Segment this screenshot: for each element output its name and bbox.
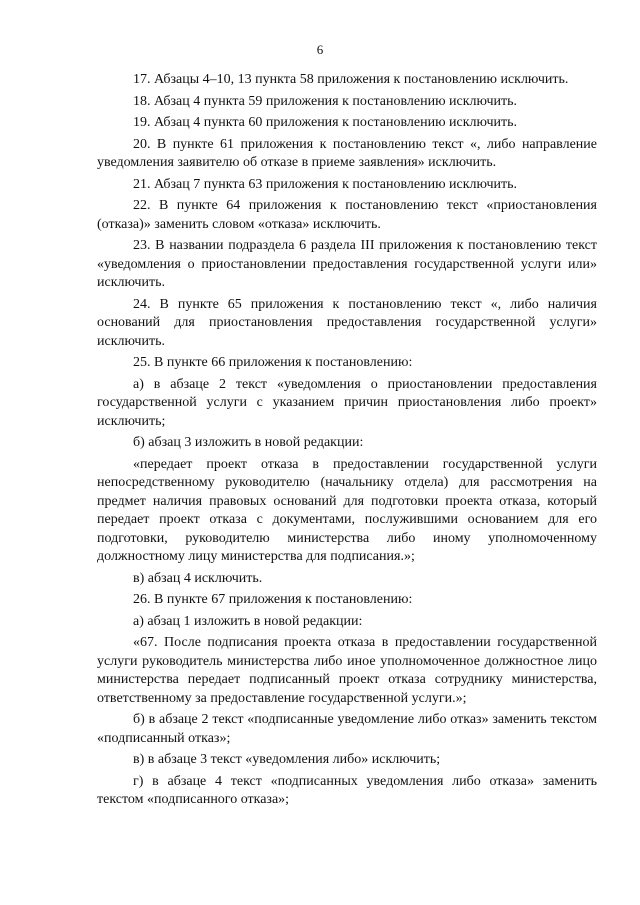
paragraph-26-a-quote: «67. После подписания проекта отказа в предоставлении государственной услуги руководитель министерства либо иное уполномоченное должностное лицо министерства передает подписанный проект отказа сотруднику министерства, ответственному за предоставление государственной услуги.»; — [97, 635, 597, 706]
paragraph-24: 24. В пункте 65 приложения к постановлению текст «, либо наличия оснований для приостановления предоставления государственной услуги» исключить. — [97, 296, 597, 349]
paragraph-26-v: в) в абзаце 3 текст «уведомления либо» исключить; — [133, 752, 441, 767]
paragraph-26-g: г) в абзаце 4 текст «подписанных уведомления либо отказа» заменить текстом «подписанного отказа»; — [97, 773, 597, 807]
paragraph-20: 20. В пункте 61 приложения к постановлению текст «, либо направление уведомления заявителю об отказе в приеме заявления» исключить. — [97, 136, 597, 170]
paragraph-21: 21. Абзац 7 пункта 63 приложения к постановлению исключить. — [133, 176, 517, 192]
paragraph-22: 22. В пункте 64 приложения к постановлению текст «приостановления (отказа)» заменить словом «отказа» исключить. — [97, 198, 597, 232]
paragraph-26-a: а) абзац 1 изложить в новой редакции: — [133, 613, 363, 629]
document-body — [97, 71, 597, 811]
paragraph-25-a: а) в абзаце 2 текст «уведомления о приостановлении предоставления государственной услуги с указанием причин приостановления либо проект» исключить; — [97, 376, 597, 429]
paragraph-19: 19. Абзац 4 пункта 60 приложения к постановлению исключить. — [133, 115, 517, 130]
page-number: 6 — [316, 42, 324, 57]
paragraph-25-b-quote: «передает проект отказа в предоставлении государственной услуги непосредственному руководителю (начальнику отдела) для рассмотрения на предмет наличия правовых оснований для подготовки проекта отказа, который передает проект отказа с документами, послужившими основанием для его подготовки, руководителю министерства либо иному уполномоченному должностному лицу министерства для подписания.»; — [97, 456, 597, 564]
paragraph-26-b: б) в абзаце 2 текст «подписанные уведомление либо отказ» заменить текстом «подписанный отказ»; — [97, 712, 597, 746]
paragraph-25: 25. В пункте 66 приложения к постановлению: — [133, 355, 413, 370]
paragraph-23: 23. В названии подраздела 6 раздела III приложения к постановлению текст «уведомления о приостановлении предоставления государственной услуги или» исключить. — [97, 238, 597, 290]
paragraph-26: 26. В пункте 67 приложения к постановлению: — [133, 592, 413, 607]
paragraph-18: 18. Абзац 4 пункта 59 приложения к постановлению исключить. — [133, 93, 517, 109]
paragraph-25-v: в) абзац 4 исключить. — [133, 570, 263, 586]
paragraph-17: 17. Абзацы 4–10, 13 пункта 58 приложения к постановлению исключить. — [133, 72, 569, 87]
paragraph-25-b: б) абзац 3 изложить в новой редакции: — [133, 435, 364, 450]
